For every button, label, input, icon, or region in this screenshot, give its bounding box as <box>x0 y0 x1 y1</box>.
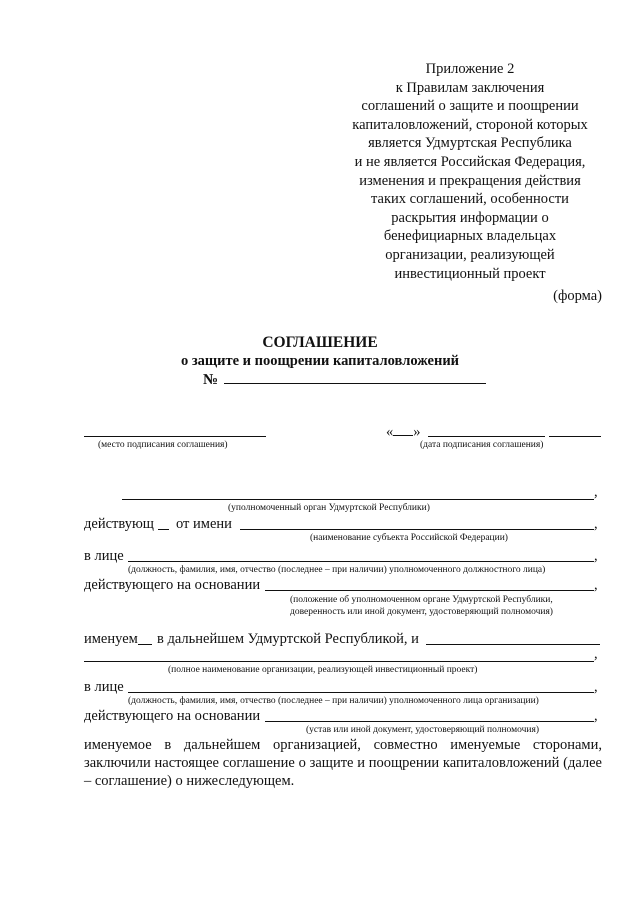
appendix-header <box>330 60 610 283</box>
date-day <box>386 424 421 441</box>
appendix-line: организации, реализующей <box>385 246 555 263</box>
appendix-line: и не является Российская Федерация, <box>354 153 586 170</box>
agreement-number-field[interactable] <box>224 370 486 384</box>
comma: , <box>594 646 598 662</box>
number-sign: № <box>203 372 219 388</box>
subject-caption: (наименование субъекта Российской Федерации) <box>310 533 508 543</box>
charter-field[interactable] <box>265 721 594 722</box>
comma: , <box>594 577 598 593</box>
person-label: в лице <box>84 548 124 564</box>
appendix-line: раскрытия информации о <box>391 209 549 226</box>
appendix-line: Приложение 2 <box>425 61 515 77</box>
date-quote-open: « <box>386 424 394 440</box>
appendix-line: соглашений о защите и поощрении <box>361 98 579 115</box>
authority-field[interactable] <box>122 499 594 500</box>
organization-field-start[interactable] <box>426 644 600 645</box>
appendix-line: бенефициарных владельцах <box>383 228 557 245</box>
basis-caption-1: (положение об уполномоченном органе Удмуртской Республики, <box>290 595 553 605</box>
acting-ending-field[interactable] <box>158 529 169 530</box>
document-subtitle: о защите и поощрении капиталовложений <box>180 353 460 369</box>
organization-caption: (полное наименование организации, реализующей инвестиционный проект) <box>168 665 478 675</box>
final-paragraph: именуемое в дальнейшем организацией, совместно именуемые сторонами, заключили настоящее соглашение о защите и поощрении капиталовложений (далее – соглашение) о нижеследующем. <box>84 737 602 790</box>
place-field[interactable] <box>84 436 266 437</box>
appendix-line: капиталовложений, стороной которых <box>352 116 588 133</box>
named-label-2: в дальнейшем Удмуртской Республикой, и <box>157 631 419 647</box>
named-ending-field[interactable] <box>138 644 152 645</box>
place-caption: (место подписания соглашения) <box>98 440 228 450</box>
basis-caption-2: доверенность или иной документ, удостоверяющий полномочия) <box>290 607 553 617</box>
acting-label: действующ <box>84 516 154 532</box>
appendix-line: таких соглашений, особенности <box>371 191 569 208</box>
comma: , <box>594 548 598 564</box>
date-day-field[interactable] <box>393 424 413 436</box>
document-title: СОГЛАШЕНИЕ <box>262 334 378 351</box>
date-month-field[interactable] <box>428 436 545 437</box>
official-caption: (должность, фамилия, имя, отчество (последнее – при наличии) уполномоченного должностного лица) <box>128 565 546 575</box>
comma: , <box>594 679 598 695</box>
appendix-line: изменения и прекращения действия <box>359 172 581 189</box>
on-behalf-label: от имени <box>176 516 232 532</box>
org-person-field[interactable] <box>128 692 594 693</box>
org-basis-label: действующего на основании <box>84 708 261 724</box>
authority-caption: (уполномоченный орган Удмуртской Республики) <box>228 503 430 513</box>
subject-field[interactable] <box>240 529 594 530</box>
org-person-caption: (должность, фамилия, имя, отчество (последнее – при наличии) уполномоченного лица организации) <box>128 696 539 706</box>
appendix-line: инвестиционный проект <box>394 265 546 282</box>
basis-label: действующего на основании <box>84 577 261 593</box>
date-quote-close: » <box>413 424 421 440</box>
comma: , <box>594 484 598 500</box>
date-year-field[interactable] <box>549 436 601 437</box>
org-person-label: в лице <box>84 679 124 695</box>
date-caption: (дата подписания соглашения) <box>420 440 544 450</box>
basis-field[interactable] <box>265 590 594 591</box>
comma: , <box>594 708 598 724</box>
named-label-1: именуем <box>84 631 138 647</box>
form-label: (форма) <box>553 288 602 304</box>
comma: , <box>594 516 598 532</box>
charter-caption: (устав или иной документ, удостоверяющий полномочия) <box>306 725 540 735</box>
appendix-line: является Удмуртская Республика <box>368 135 572 152</box>
organization-field[interactable] <box>84 661 594 662</box>
official-field[interactable] <box>128 561 594 562</box>
appendix-line: к Правилам заключения <box>395 79 545 96</box>
agreement-number-line <box>203 370 486 389</box>
